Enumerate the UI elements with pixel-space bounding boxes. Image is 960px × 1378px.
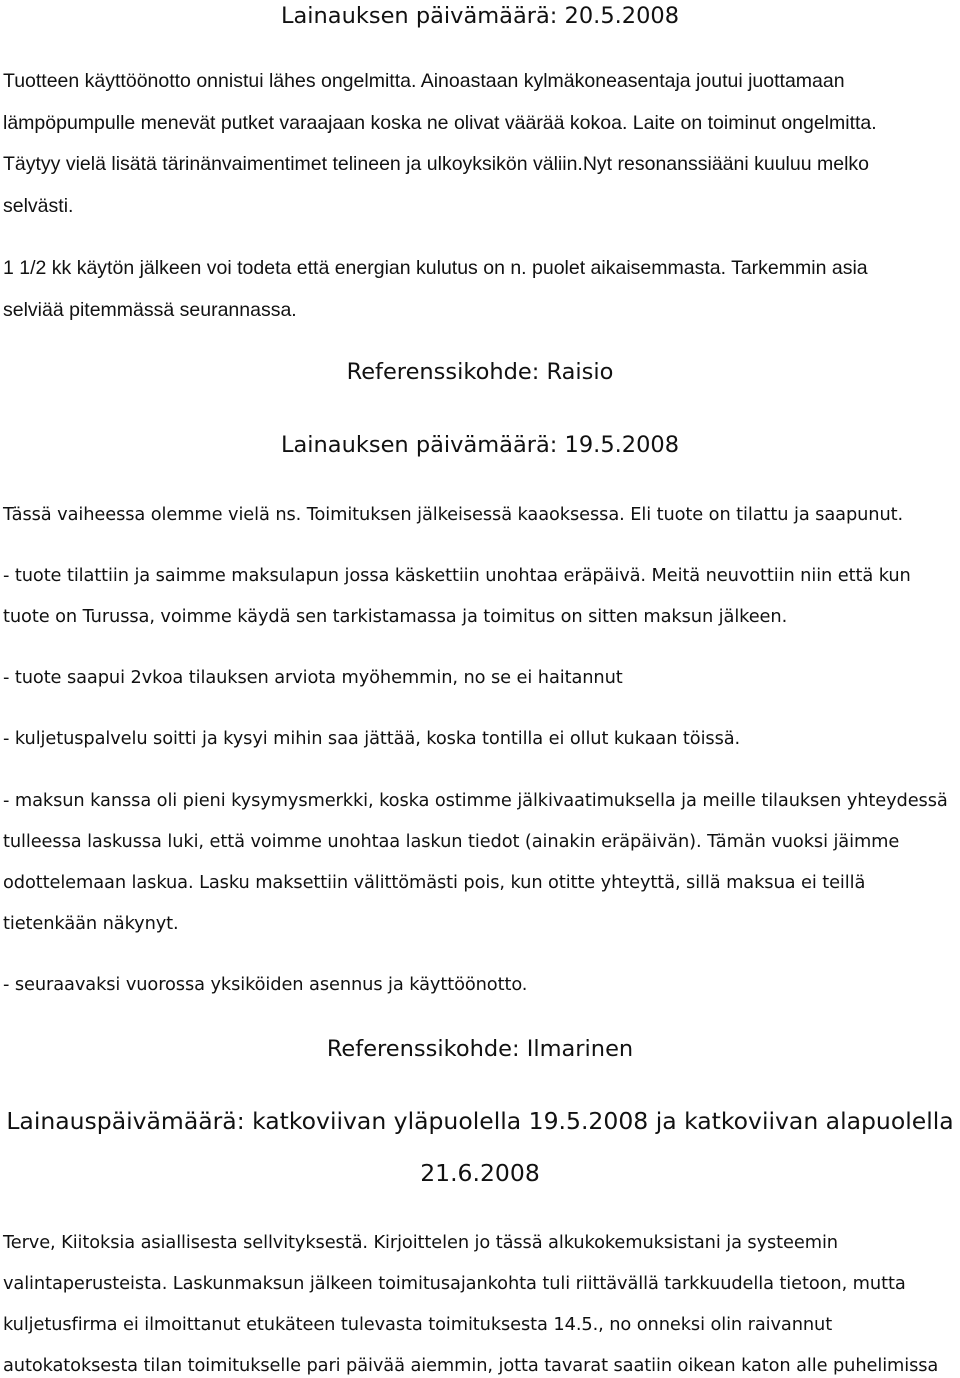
paragraph-line: 1 1/2 kk käytön jälkeen voi todeta että energian kulutus on n. puolet aikaisemmasta. Tarkemmin asia (3, 257, 868, 279)
date-heading: Lainauksen päivämäärä: 19.5.2008 (280, 432, 680, 458)
date-heading: Lainauspäivämäärä: katkoviivan yläpuolella 19.5.2008 ja katkoviivan alapuolella (6, 1107, 954, 1135)
paragraph-line: Tässä vaiheessa olemme vielä ns. Toimituksen jälkeisessä kaaoksessa. Eli tuote on tilattu ja saapunut. (3, 504, 904, 525)
section-title: Referenssikohde: Raisio (346, 359, 614, 385)
paragraph-line: Tuotteen käyttöönotto onnistui lähes ongelmitta. Ainoastaan kylmäkoneasentaja joutui juottamaan (3, 70, 845, 92)
paragraph-line: autokatoksesta tilan toimitukselle pari päivää aiemmin, jotta tavarat saatiin oikean katon alle puhelimissa (3, 1355, 939, 1376)
paragraph-line: Täytyy vielä lisätä tärinänvaimentimet telineen ja ulkoyksikön väliin.Nyt resonanssiääni kuuluu melko (3, 153, 869, 175)
paragraph-line: Terve, Kiitoksia asiallisesta sellvityksestä. Kirjoittelen jo tässä alkukokemuksistani ja systeemin (3, 1232, 838, 1253)
paragraph-line: tuote on Turussa, voimme käydä sen tarkistamassa ja toimitus on sitten maksun jälkeen. (3, 606, 788, 627)
paragraph-line: - tuote tilattiin ja saimme maksulapun jossa käskettiin unohtaa eräpäivä. Meitä neuvottiin niin että kun (3, 565, 911, 586)
paragraph-line: selvästi. (3, 195, 74, 217)
paragraph-line: valintaperusteista. Laskunmaksun jälkeen toimitusajankohta tuli riittävällä tarkkuudella tietoon, mutta (3, 1273, 906, 1294)
paragraph-line: tulleessa laskussa luki, että voimme unohtaa laskun tiedot (ainakin eräpäivän). Tämän vuoksi jäimme (3, 831, 900, 852)
date-heading: Lainauksen päivämäärä: 20.5.2008 (280, 3, 680, 29)
paragraph-line: tietenkään näkynyt. (3, 913, 179, 934)
paragraph-line: kuljetusfirma ei ilmoittanut etukäteen tulevasta toimituksesta 14.5., no onneksi olin raivannut (3, 1314, 833, 1335)
paragraph-line: - kuljetuspalvelu soitti ja kysyi mihin saa jättää, koska tontilla ei ollut kukaan töissä. (3, 728, 741, 749)
paragraph-line: lämpöpumpulle menevät putket varaajaan koska ne olivat väärää kokoa. Laite on toiminut ongelmitta. (3, 112, 877, 134)
paragraph-line: - seuraavaksi vuorossa yksiköiden asennus ja käyttöönotto. (3, 974, 528, 995)
date-heading: 21.6.2008 (420, 1159, 540, 1187)
paragraph-line: - tuote saapui 2vkoa tilauksen arviota myöhemmin, no se ei haitannut (3, 667, 623, 688)
paragraph-line: selviää pitemmässä seurannassa. (3, 299, 297, 321)
paragraph-line: - maksun kanssa oli pieni kysymysmerkki, koska ostimme jälkivaatimuksella ja meille tilauksen yhteydessä (3, 790, 948, 811)
section-title: Referenssikohde: Ilmarinen (326, 1036, 634, 1062)
paragraph-line: odottelemaan laskua. Lasku maksettiin välittömästi pois, kun otitte yhteyttä, sillä maksua ei teillä (3, 872, 866, 893)
